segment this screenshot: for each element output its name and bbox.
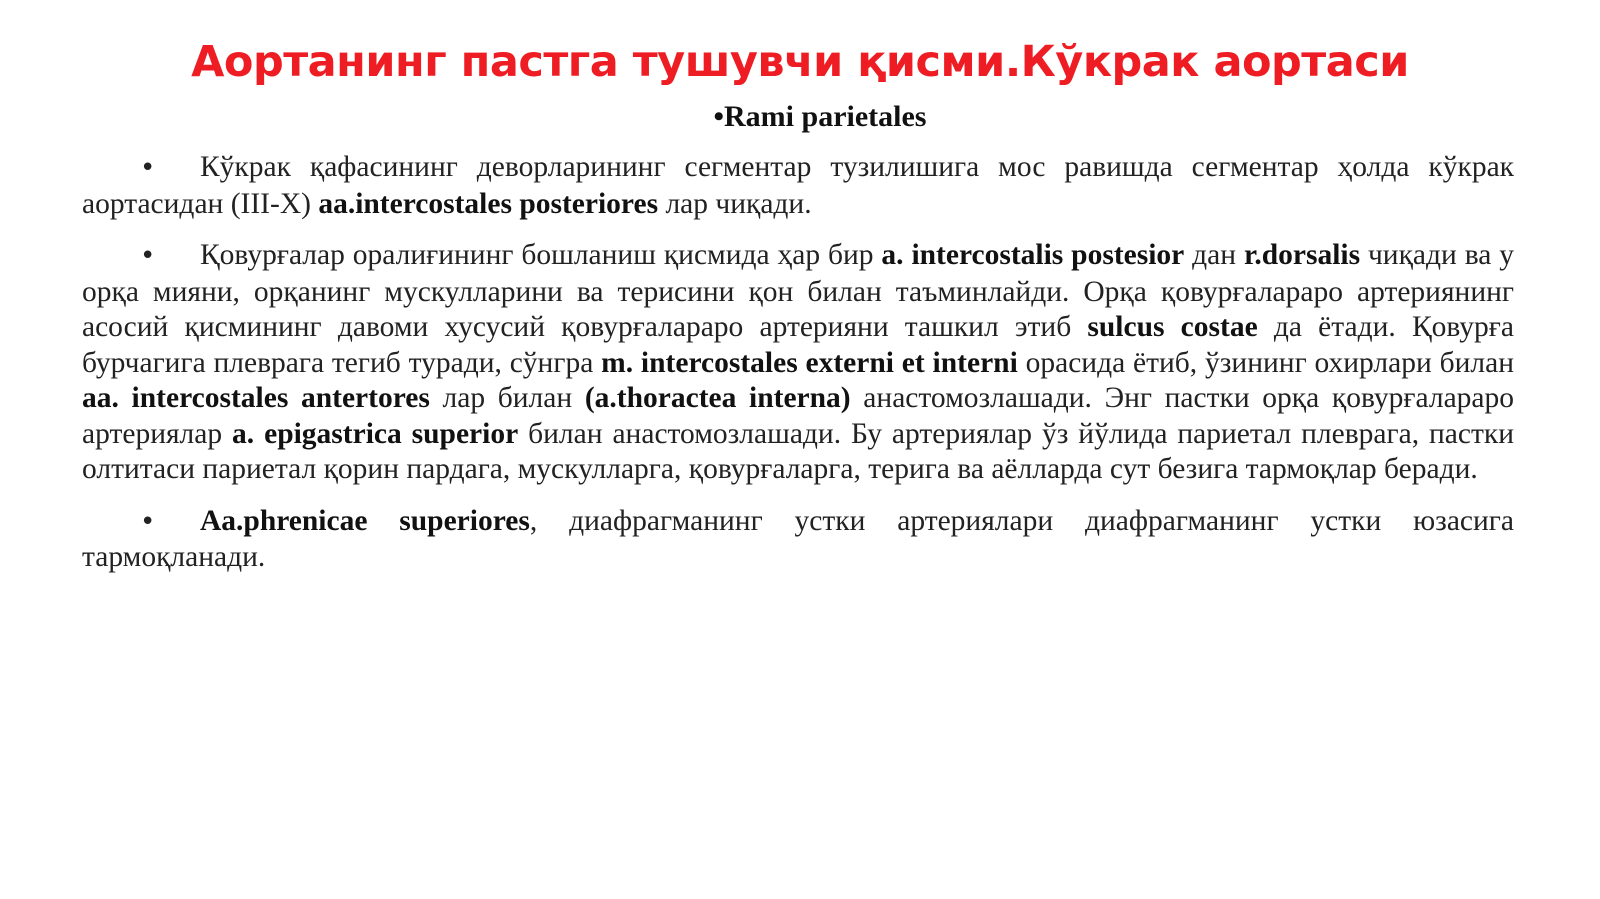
bullet-icon: •: [140, 506, 156, 537]
paragraph-term: sulcus costae: [1087, 311, 1258, 343]
paragraph-term: aa. intercostales antertores: [82, 382, 430, 414]
bullet-icon: •: [140, 241, 156, 271]
paragraph-segment: орасида ётиб, ўзининг охирлари билан: [1017, 346, 1515, 379]
slide-title: Аортанинг пастга тушувчи қисми.Кўкрак аортаси: [191, 37, 1409, 87]
paragraph-term: a. intercostalis postesior: [881, 239, 1185, 271]
paragraph-term: r.dorsalis: [1243, 239, 1361, 271]
paragraph-term: aa.intercostales posteriores: [318, 187, 659, 220]
paragraph-segment: , диафрагманинг устки артериялари диафрагманинг устки юзасига тармоқланади.: [82, 504, 1515, 573]
bullet-paragraph-3: [82, 504, 1514, 576]
paragraph-term: a. epigastrica superior: [232, 417, 519, 450]
paragraph-segment: чиқади ва у орқа мияни, орқанинг мускулларини ва терисини қон билан таъминлайди. Орқа қовурғалараро артериянинг асосий қисмининг давоми хусусий қовурғалараро артерияни ташкил этиб: [82, 239, 1514, 343]
paragraph-segment: да ётади. Қовурға бурчагига плеврага тегиб туради, сўнгра: [82, 311, 1514, 379]
bullet-paragraph-1: [82, 150, 1514, 222]
paragraph-segment: лар билан: [429, 382, 585, 414]
bullet-paragraph-2: [82, 238, 1514, 488]
bullet-icon: •: [140, 153, 156, 183]
paragraph-term: m. intercostales externi et interni: [601, 346, 1018, 379]
paragraph-term: (a.thoractea interna): [584, 382, 851, 414]
paragraph-segment: Кўкрак қафасининг деворларининг сегментар тузилишига мос равишда сегментар ҳолда кўкрак аортасидан (III-X): [82, 151, 1514, 220]
paragraph-segment: лар чиқади.: [658, 187, 812, 220]
paragraph-segment: дан: [1184, 239, 1244, 271]
paragraph-segment: Қовурғалар оралиғининг бошланиш қисмида ҳар бир: [200, 239, 882, 271]
slide-body: [82, 150, 1514, 592]
paragraph-segment: билан анастомозлашади. Бу артериялар ўз йўлида париетал плеврага, пастки олтитаси париетал қорин пардага, мускулларга, қовурғаларга, терига ва аёлларда сут безига тармоқлар беради.: [82, 417, 1514, 485]
paragraph-segment: анастомозлашади. Энг пастки орқа қовурғалараро артериялар: [82, 382, 1515, 450]
slide-subtitle: •Rami parietales: [713, 100, 927, 133]
paragraph-term: Aa.phrenicae superiores: [200, 504, 530, 537]
